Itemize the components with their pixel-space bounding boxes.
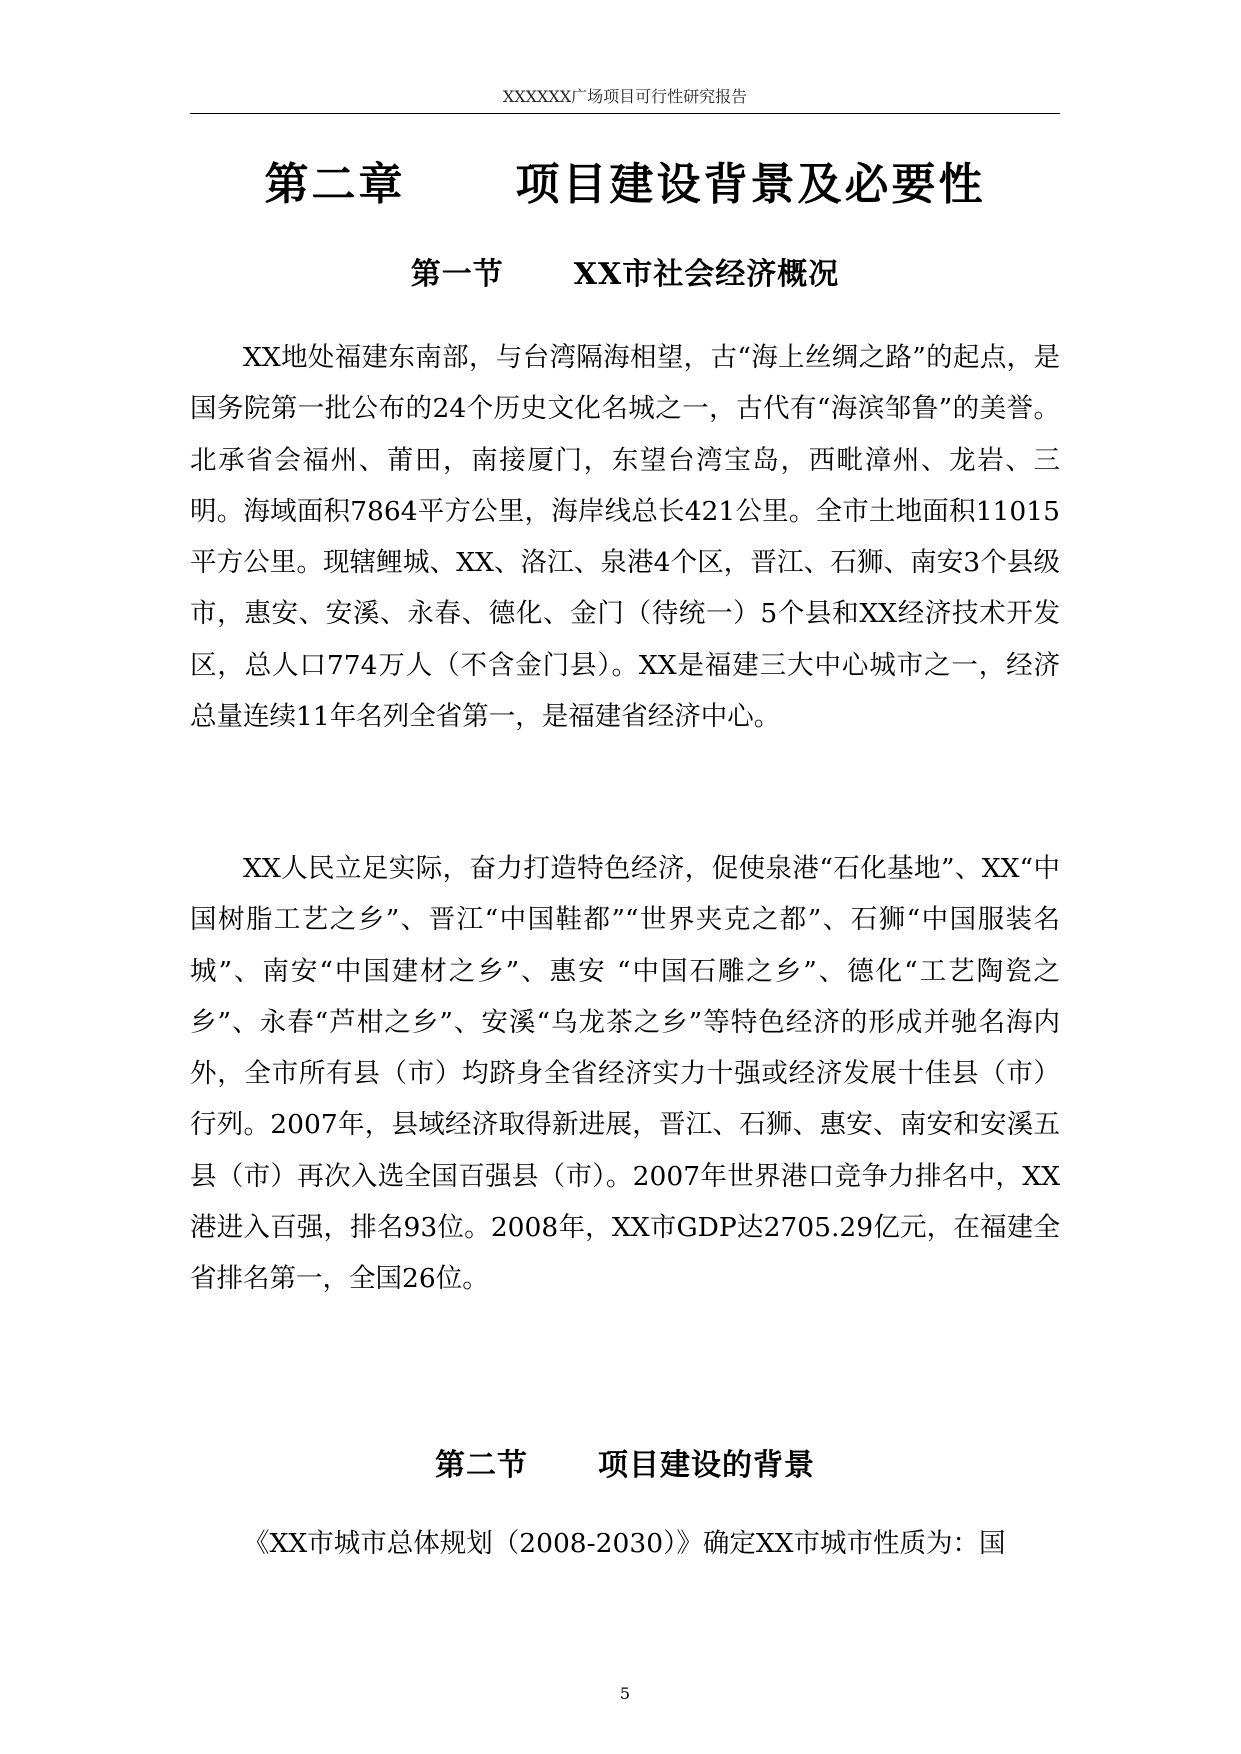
chapter-number: 第二章 (264, 159, 406, 210)
section-1-paragraph-1: XX地处福建东南部，与台湾隔海相望，古“海上丝绸之路”的起点，是国务院第一批公布的24个历史文化名城之一，古代有“海滨邹鲁”的美誉。北承省会福州、莆田，南接厦门，东望台湾宝岛，西毗漳州、龙岩、三明。海域面积7864平方公里，海岸线总长421公里。全市土地面积11015平方公里。现辖鲤城、XX、洛江、泉港4个区，晋江、石狮、南安3个县级市，惠安、安溪、永春、德化、金门（待统一）5个县和XX经济技术开发区，总人口774万人（不含金门县）。XX是福建三大中心城市之一，经济总量连续11年名列全省第一，是福建省经济中心。 (190, 342, 1060, 733)
section-1-title (190, 253, 1060, 297)
section-2-paragraph-1: 《XX市城市总体规划（2008-2030）》确定XX市城市性质为：国 (243, 1528, 1006, 1559)
page-number: 5 (619, 1684, 631, 1703)
section-1-paragraph-2: XX人民立足实际，奋力打造特色经济，促使泉港“石化基地”、XX“中国树脂工艺之乡”、晋江“中国鞋都”“世界夹克之都”、石狮“中国服装名城”、南安“中国建材之乡”、惠安 “中国石雕之乡”、德化“工艺陶瓷之乡”、永春“芦柑之乡”、安溪“乌龙茶之乡”等特色经济的形成并驰名海内外，全市所有县（市）均跻身全省经济实力十强或经济发展十佳县（市）行列。2007年，县域经济取得新进展，晋江、石狮、惠安、南安和安溪五县（市）再次入选全国百强县（市）。2007年世界港口竞争力排名中，XX港进入百强，排名93位。2008年，XX市GDP达2705.29亿元，在福建全省排名第一，全国26位。 (190, 853, 1060, 1295)
chapter-title (190, 150, 1060, 220)
running-header: XXXXXX广场项目可行性研究报告 (502, 87, 748, 106)
section-1-heading: XX市社会经济概况 (573, 257, 840, 292)
section-2-title (190, 1444, 1060, 1488)
header-rule (190, 113, 1060, 114)
chapter-heading: 项目建设背景及必要性 (515, 159, 986, 210)
section-2-number: 第二节 (435, 1448, 528, 1483)
section-2-heading: 项目建设的背景 (598, 1448, 815, 1483)
section-1-number: 第一节 (410, 257, 504, 292)
